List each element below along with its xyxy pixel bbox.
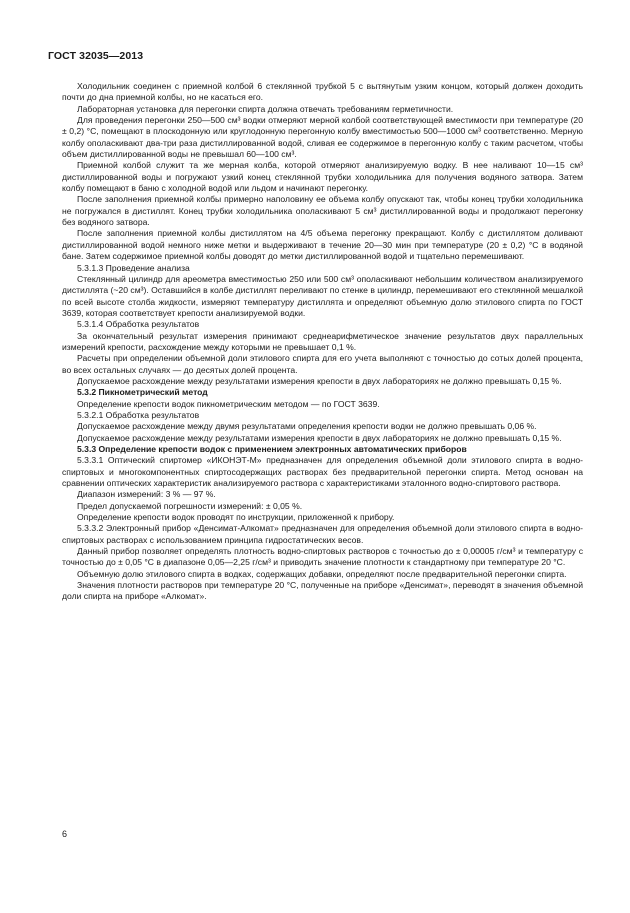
paragraph: Данный прибор позволяет определять плотность водно-спиртовых растворов с точностью до ± 0,00005 г/см³ и температуру с точностью до ± 0,05 °С в диапазоне 0,05—2,25 г/см³ и приводить значение плотности к стандартному при температуре 20 °С. — [62, 546, 583, 568]
paragraph: Приемной колбой служит та же мерная колба, которой отмеряют анализируемую водку. В нее наливают 10—15 см³ дистиллированной воды и погружают узкий конец стеклянной трубки холодильника для получения водяного затвора. Затем колбу помещают в баню с холодной водой или льдом и начинают перегонку. — [62, 160, 583, 194]
paragraph: Расчеты при определении объемной доли этилового спирта для его учета выполняют с точностью до сотых долей процента, во всех остальных случаях — до десятых долей процента. — [62, 353, 583, 375]
paragraph: Предел допускаемой погрешности измерений: ± 0,05 %. — [77, 500, 303, 511]
paragraph: После заполнения приемной колбы примерно наполовину ее объема колбу опускают так, чтобы конец трубки холодильника не погружался в дистиллят. Конец трубки холодильника ополаскивают 5 см³ дистиллированной воды и продолжают перегонку без водяного затвора. — [62, 194, 583, 228]
paragraph: Допускаемое расхождение между двумя результатами определения крепости водки не должно превышать 0,06 %. — [77, 421, 537, 432]
paragraph: Допускаемое расхождение между результатами измерения крепости в двух лабораториях не должно превышать 0,15 %. — [77, 375, 562, 386]
paragraph: Лабораторная установка для перегонки спирта должна отвечать требованиям герметичности. — [77, 103, 454, 114]
paragraph: 5.3.2.1 Обработка результатов — [77, 409, 200, 420]
paragraph: Объемную долю этилового спирта в водках, содержащих добавки, определяют после предварительной перегонки спирта. — [77, 568, 567, 579]
paragraph: 5.3.1.3 Проведение анализа — [77, 262, 190, 273]
paragraph: Определение крепости водок проводят по инструкции, приложенной к прибору. — [77, 512, 395, 523]
paragraph: Для проведения перегонки 250—500 см³ водки отмеряют мерной колбой соответствующей вместимости при температуре (20 ± 0,2) °С, помещают в плоскодонную или круглодонную перегонную колбу вместимостью 500—1000 см³ соответственно. Мерную колбу ополаскивают два-три раза дистиллированной водой, сливая ее содержимое в перегонную колбу с таким расчетом, чтобы объем дистиллированной воды не превышал 60—100 см³. — [62, 115, 583, 160]
document-header: ГОСТ 32035—2013 — [48, 50, 144, 62]
paragraph: Допускаемое расхождение между результатами измерения крепости в двух лабораториях не должно превышать 0,15 %. — [77, 432, 562, 443]
paragraph: Стеклянный цилиндр для ареометра вместимостью 250 или 500 см³ ополаскивают небольшим количеством анализируемого дистиллята (~20 см³). Оставшийся в колбе дистиллят переливают по стенке в цилиндр, перемешивают его стеклянной мешалкой по всей высоте столба жидкости, измеряют температуру дистиллята и определяют объемную долю этилового спирта по ГОСТ 3639, которая соответствует крепости анализируемой водки. — [62, 273, 583, 318]
paragraph: Холодильник соединен с приемной колбой 6 стеклянной трубкой 5 с вытянутым узким концом, который должен доходить почти до дна приемной колбы, но не касаться его. — [62, 81, 583, 103]
paragraph: Значения плотности растворов при температуре 20 °С, полученные на приборе «Денсимат», переводят в значения объемной доли спирта на приборе «Алкомат». — [62, 580, 583, 602]
paragraph: За окончательный результат измерения принимают среднеарифметическое значение результатов двух параллельных измерений крепости, расхождение между которыми не превышает 0,1 %. — [62, 330, 583, 352]
paragraph: 5.3.3.2 Электронный прибор «Денсимат-Алкомат» предназначен для определения объемной доли этилового спирта в водно-спиртовых растворах с использованием принципа гидростатических весов. — [62, 523, 583, 545]
paragraph: Определение крепости водок пикнометрическим методом — по ГОСТ 3639. — [77, 398, 380, 409]
page-number: 6 — [62, 829, 68, 839]
paragraph: После заполнения приемной колбы дистиллятом на 4/5 объема перегонку прекращают. Колбу с дистиллятом доливают дистиллированной водой немного ниже метки и выдерживают в течение 20—30 мин при температуре (20 ± 0,2) °С в водяной бане. Затем содержимое приемной колбы доводят до метки дистиллированной водой и тщательно перемешивают. — [62, 228, 583, 262]
paragraph: Диапазон измерений: 3 % — 97 %. — [77, 489, 216, 500]
section-heading: 5.3.3 Определение крепости водок с применением электронных автоматических приборов — [77, 444, 467, 454]
section-heading: 5.3.2 Пикнометрический метод — [77, 387, 208, 398]
paragraph: 5.3.1.4 Обработка результатов — [77, 319, 200, 330]
document-body — [62, 81, 583, 603]
paragraph: 5.3.3.1 Оптический спиртомер «ИКОНЭТ-М» предназначен для определения объемной доли этилового спирта в водно-спиртовых и многокомпонентных спиртосодержащих растворах без предварительной перегонки спирта. Метод основан на сравнении оптических характеристик анализируемого раствора с характеристиками эталонного водно-спиртового раствора. — [62, 455, 583, 489]
